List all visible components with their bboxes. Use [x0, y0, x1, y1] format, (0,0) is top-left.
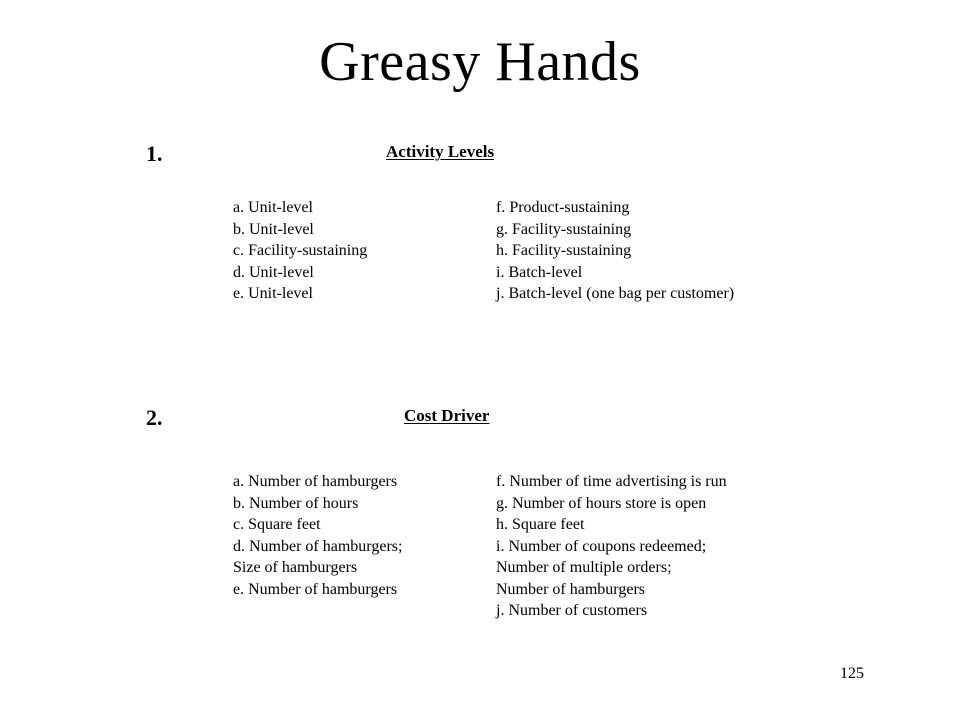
section-2-heading: Cost Driver [404, 406, 490, 425]
slide-title: Greasy Hands [319, 31, 641, 93]
list-item: c. Square feet [233, 516, 321, 533]
section-2-left-list [233, 471, 402, 600]
list-item: Size of hamburgers [233, 559, 358, 576]
list-item: Number of multiple orders; [496, 559, 672, 576]
list-item: d. Unit-level [233, 263, 314, 281]
list-item: Number of hamburgers [496, 580, 645, 598]
section-1-heading: Activity Levels [386, 142, 495, 161]
list-item: e. Unit-level [233, 285, 313, 302]
list-item: b. Unit-level [233, 220, 314, 238]
section-2-right-list [496, 471, 727, 622]
list-item: f. Product-sustaining [496, 199, 630, 216]
list-item: j. Number of customers [496, 602, 648, 619]
list-item: j. Batch-level (one bag per customer) [496, 285, 735, 302]
list-item: i. Number of coupons redeemed; [496, 537, 707, 555]
list-item: g. Number of hours store is open [496, 494, 707, 512]
list-item: f. Number of time advertising is run [496, 473, 727, 490]
list-item: a. Unit-level [233, 199, 313, 216]
list-item: g. Facility-sustaining [496, 220, 632, 238]
list-item: a. Number of hamburgers [233, 473, 398, 490]
section-1-number: 1. [146, 141, 163, 166]
list-item: h. Square feet [496, 516, 585, 533]
list-item: i. Batch-level [496, 263, 583, 281]
page-number: 125 [840, 665, 864, 682]
list-item: d. Number of hamburgers; [233, 537, 403, 555]
list-item: h. Facility-sustaining [496, 242, 632, 259]
section-2-number: 2. [146, 405, 163, 430]
list-item: b. Number of hours [233, 494, 359, 512]
list-item: e. Number of hamburgers [233, 580, 398, 598]
section-1-right-list [496, 197, 734, 305]
list-item: c. Facility-sustaining [233, 242, 368, 259]
section-1-left-list [233, 197, 367, 305]
